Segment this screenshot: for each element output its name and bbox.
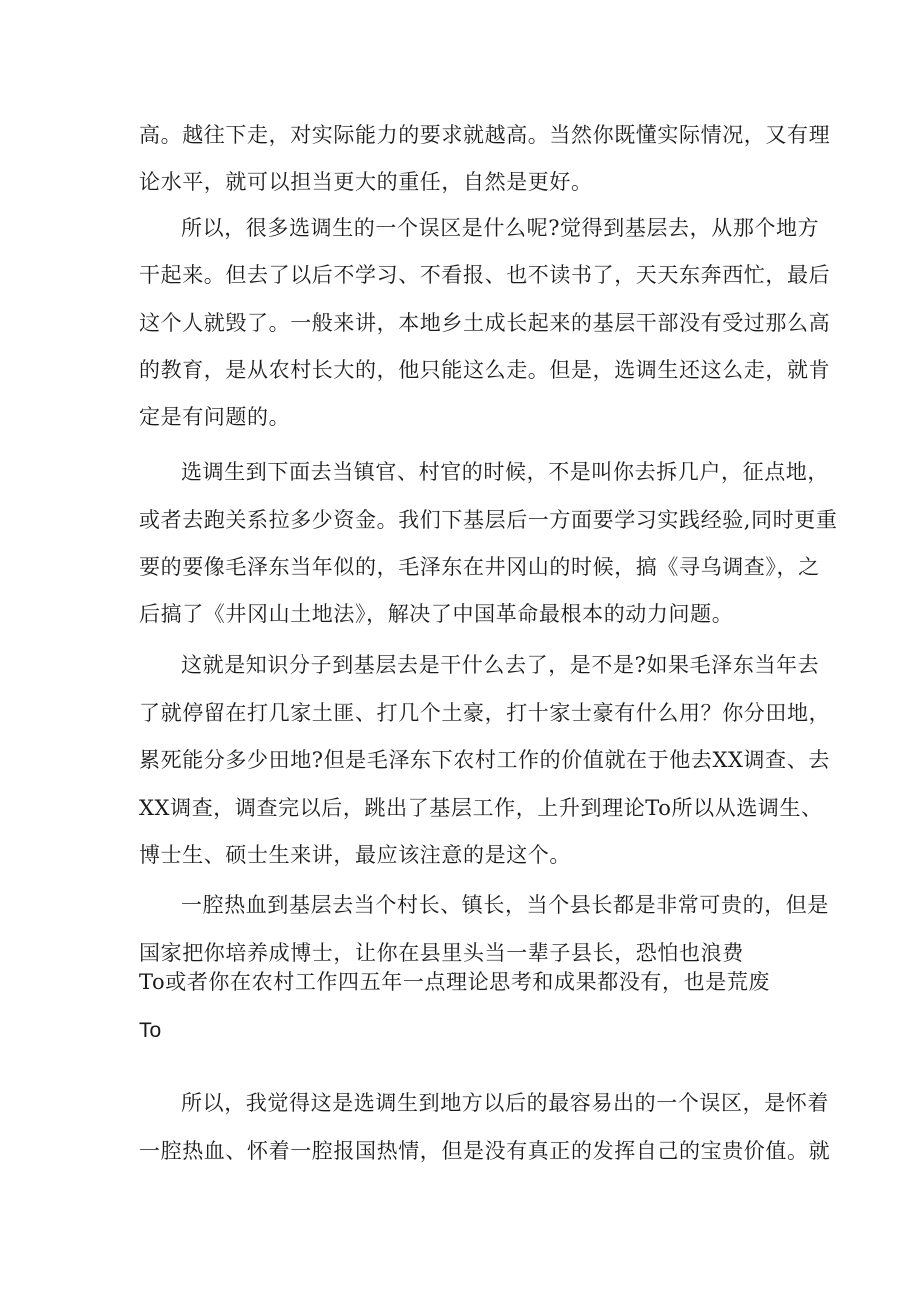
paragraph-start-line: 所以，我觉得这是选调生到地方以后的最容易出的一个误区，是怀着 [181, 1091, 829, 1115]
text-line: 国家把你培养成博士，让你在县里头当一辈子县长，恐怕也浪费 [139, 941, 744, 965]
text-line: 要的要像毛泽东当年似的，毛泽东在井冈山的时候，搞《寻乌调查》，之 [139, 555, 820, 579]
text-line: 博士生、硕士生来讲，最应该注意的是这个。 [139, 843, 571, 867]
text-line: 的教育，是从农村长大的，他只能这么走。但是，选调生还这么走，就肯 [139, 358, 831, 382]
paragraph-start-line: 选调生到下面去当镇官、村官的时候，不是叫你去拆几户，征点地， [181, 460, 829, 484]
paragraph-start-line: 这就是知识分子到基层去是干什么去了，是不是?如果毛泽东当年去 [181, 653, 820, 677]
text-line: 定是有问题的。 [139, 405, 291, 429]
text-line: 了就停留在打几家土匪、打几个土豪，打十家士豪有什么用？你分田地， [139, 701, 831, 725]
text-line: 累死能分多少田地?但是毛泽东下农村工作的价值就在于他去XX调查、去 [139, 748, 830, 772]
paragraph-start-line: 一腔热血到基层去当个村长、镇长，当个县长都是非常可贵的，但是 [181, 893, 829, 917]
text-line: 干起来。但去了以后不学习、不看报、也不读书了，天天东奔西忙，最后 [139, 263, 831, 287]
text-line: XX调查，调查完以后，跳出了基层工作，上升到理论To所以从选调生、 [139, 796, 823, 820]
text-line: 论水平，就可以担当更大的重任，自然是更好。 [139, 170, 593, 194]
text-line: 或者去跑关系拉多少资金。我们下基层后一方面要学习实践经验,同时更重 [139, 508, 838, 532]
text-line: 这个人就毁了。一般来讲，本地乡土成长起来的基层干部没有受过那么高 [139, 311, 831, 335]
text-line: 高。越往下走，对实际能力的要求就越高。当然你既懂实际情况，又有理 [139, 123, 831, 147]
text-line: 后搞了《井冈山土地法》，解决了中国革命最根本的动力问题。 [139, 602, 734, 626]
text-line: To或者你在农村工作四五年一点理论思考和成果都没有，也是荒废 [139, 970, 771, 994]
text-line: To [139, 1019, 162, 1042]
text-line: 一腔热血、怀着一腔报国热情，但是没有真正的发挥自己的宝贵价值。就 [139, 1139, 831, 1163]
paragraph-start-line: 所以，很多选调生的一个误区是什么呢?觉得到基层去，从那个地方 [181, 216, 820, 240]
